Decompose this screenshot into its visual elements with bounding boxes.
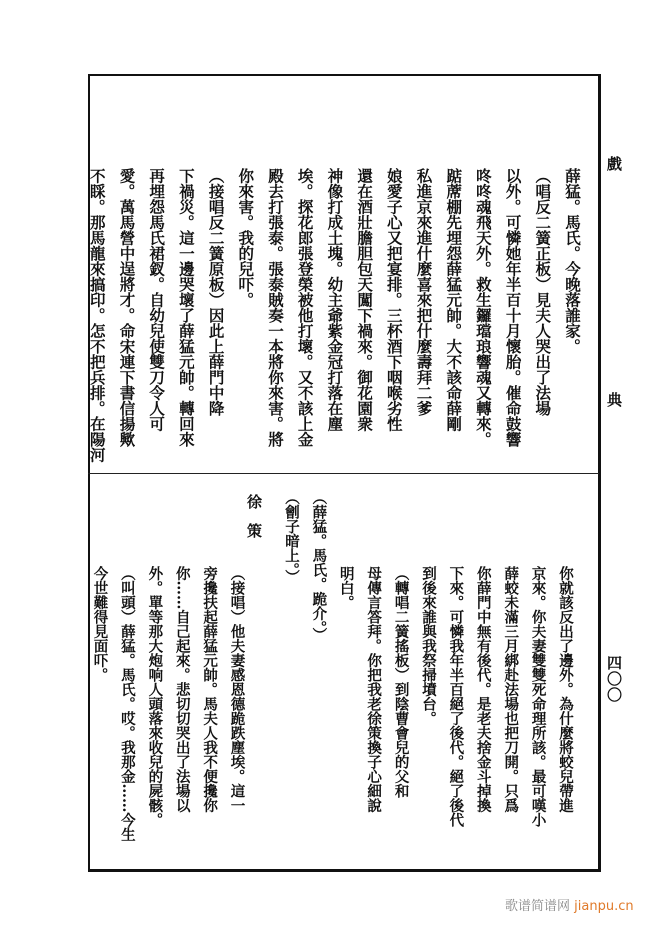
text-column: 外。單等那大炮响人頭落來收兒的屍骸。: [146, 566, 164, 827]
text-column: 以外。可憐她年半百十月懷胎。催命鼓響: [503, 168, 523, 447]
stage-direction: （薛猛。馬氏。跪介。）: [310, 490, 328, 643]
running-title-char-2: 典: [605, 392, 623, 407]
text-column: 不睬。那馬龍來搞印。怎不把兵排。在陽河: [87, 168, 107, 463]
text-column: （唱反二簧正板）見夫人哭出了法場: [533, 168, 553, 416]
text-column: 母傳言答拜。你把我老徐策換子心細說: [365, 566, 383, 813]
text-column: 旁攙扶起薛猛元帥。馬夫人我不便攙你: [201, 566, 219, 813]
text-column: 愛。萬馬營中逞將才。命宋連下書信揚歟: [117, 168, 137, 447]
running-title-char-1: 戲: [605, 156, 623, 171]
text-column: 今世難得見面吓。: [91, 566, 109, 682]
text-column: 你……自己起來。悲切切哭出了法場以: [173, 566, 191, 813]
stage-direction: （劊子暗上。）: [282, 490, 300, 585]
text-column: 再埋怨馬氏裙釵。自幼兒使雙刀令人可: [147, 168, 167, 432]
text-column: 薛猛。馬氏。今晚落誰家。: [563, 168, 582, 354]
text-column: 你來害。我的兒吓。: [236, 168, 256, 308]
text-column: 還在酒壯膽胆包天闖下禍來。御花園衆: [355, 168, 375, 432]
text-column: 咚咚魂飛天外。救生鑼璫琅響魂又轉來。: [473, 168, 493, 447]
bottom-text-block: [86, 490, 579, 866]
watermark: [505, 895, 634, 914]
text-column: （接唱）他夫妻感恩德跪跌塵埃。這一: [228, 566, 246, 813]
text-column: 你薛門中無有後代。是老夫捨金斗掉換: [474, 566, 492, 813]
text-column: 到後來誰與我祭掃墳台。: [419, 566, 437, 726]
text-column: 私進京來進什麼喜來把什麼壽拜二爹: [414, 168, 434, 416]
section-divider: [88, 473, 599, 474]
speaker-label: 徐策: [245, 494, 263, 552]
text-column: 京來。你夫妻雙雙死命理所該。最可嘆小: [529, 566, 547, 827]
text-column: 薛蛟未滿三月綁赴法場也把刀開。只爲: [502, 566, 520, 813]
top-text-block: [82, 168, 587, 463]
page-number: 四〇〇: [605, 655, 623, 703]
text-column: 娘愛子心又把宴排。三杯酒下咽喉劣性: [384, 168, 404, 432]
watermark-cn: 歌谱简谱网: [505, 899, 571, 914]
text-column: 下來。可憐我年半百絕了後代。絕了後代: [447, 566, 465, 827]
text-column: 神像打成土塊。幼主爺紫金冠打落在塵: [325, 168, 345, 432]
text-column: （轉唱二簧搖板）到陰曹會兒的父和: [392, 566, 410, 798]
text-column: 下禍災。這一邊哭壞了薛猛元帥。轉回來: [176, 168, 196, 447]
text-column: 埃。探花郎張登榮被他打壞。又不該上金: [295, 168, 315, 447]
text-column: 殿去打張泰。張泰賊奏一本將你來害。將: [265, 168, 285, 447]
text-column: 明白。: [337, 566, 355, 610]
text-column: 你就該反出了邊外。為什麼將蛟兒帶進: [557, 566, 574, 813]
watermark-url: jianpu.cn: [574, 899, 634, 914]
text-column: （叫頭）薛猛。馬氏。哎。我那金……今生: [118, 566, 136, 842]
text-column: 踮蓆棚先埋怨薛猛元帥。大不該命薛剛: [444, 168, 464, 432]
text-column: （接唱反二簧原板）因此上薛門中降: [206, 168, 226, 416]
